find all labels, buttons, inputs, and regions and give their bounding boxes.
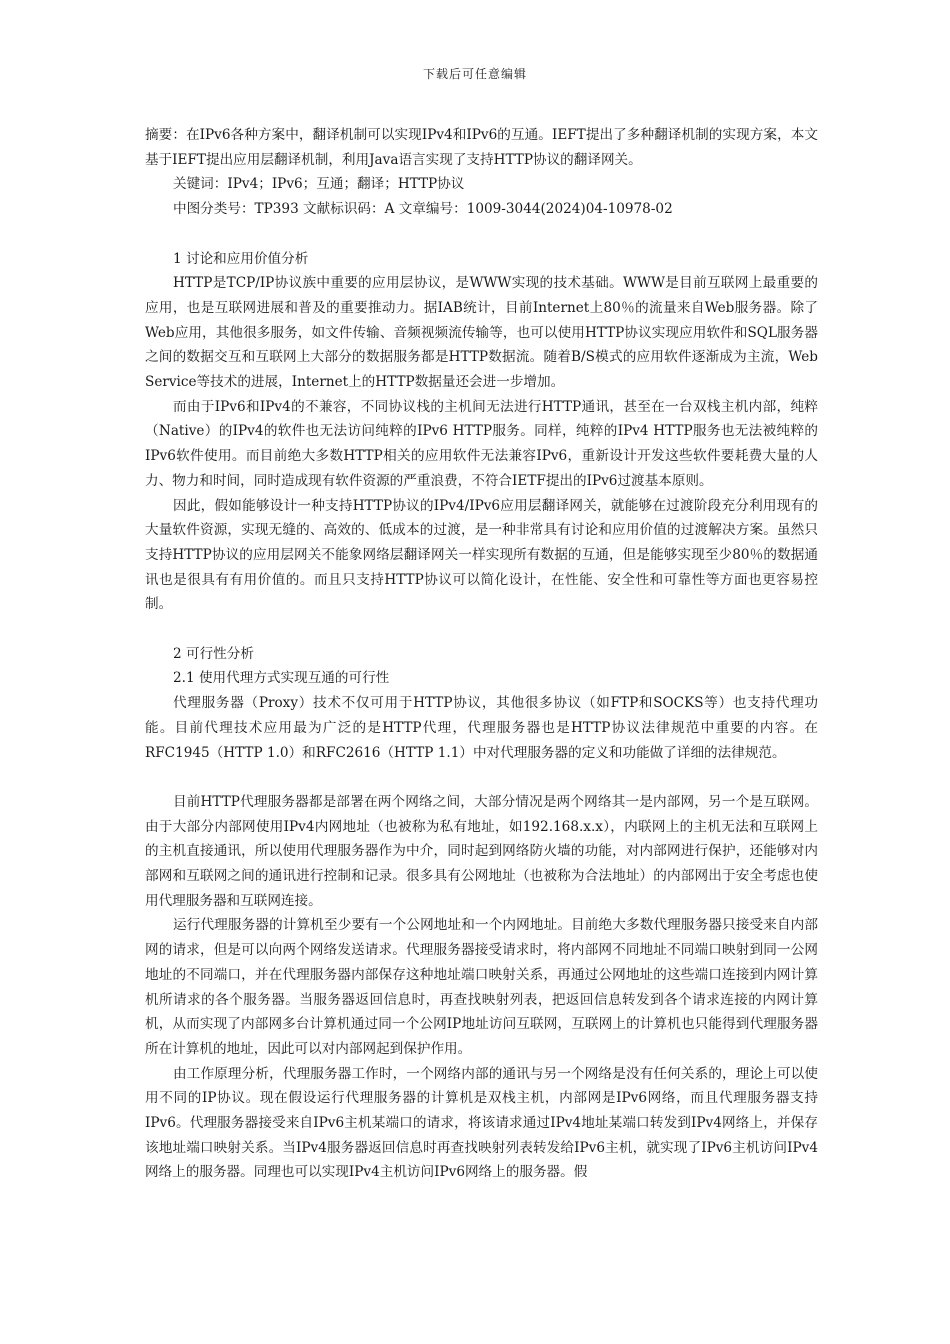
classification: 中图分类号：TP393 文献标识码：A 文章编号：1009-3044(2024)04-10978-02: [173, 201, 673, 218]
section-heading: 2 可行性分析: [173, 645, 254, 662]
spacer: [145, 617, 818, 642]
abstract: 摘要：在IPv6各种方案中，翻译机制可以实现IPv4和IPv6的互通。IEFT提出了多种翻译机制的实现方案，本文基于IEFT提出应用层翻译机制，利用Java语言实现了支持HTTP协议的翻译网关。: [145, 127, 818, 168]
paragraph: 运行代理服务器的计算机至少要有一个公网地址和一个内网地址。目前绝大多数代理服务器只接受来自内部网的请求，但是可以向两个网络发送请求。代理服务器接受请求时，将内部网不同地址不同端口映射到同一公网地址的不同端口，并在代理服务器内部保存这种地址端口映射关系，再通过公网地址的这些端口连接到内网计算机所请求的各个服务器。当服务器返回信息时，再查找映射列表，把返回信息转发到各个请求连接的内网计算机，从而实现了内部网多台计算机通过同一个公网IP地址访问互联网，互联网上的计算机也只能得到代理服务器所在计算机的地址，因此可以对内部网起到保护作用。: [145, 917, 818, 1057]
spacer: [145, 765, 818, 790]
paragraph: 由工作原理分析，代理服务器工作时，一个网络内部的通讯与另一个网络是没有任何关系的，理论上可以使用不同的IP协议。现在假设运行代理服务器的计算机是双栈主机，内部网是IPv6网络，而且代理服务器支持IPv6。代理服务器接受来自IPv6主机某端口的请求，将该请求通过IPv4地址某端口转发到IPv4网络上，并保存该地址端口映射关系。当IPv4服务器返回信息时再查找映射列表转发给IPv6主机，就实现了IPv6主机访问IPv4网络上的服务器。同理也可以实现IPv4主机访问IPv6网络上的服务器。假: [145, 1065, 818, 1181]
paragraph: HTTP是TCP/IP协议族中重要的应用层协议，是WWW实现的技术基础。WWW是目前互联网上最重要的应用，也是互联网进展和普及的重要推动力。据IAB统计，目前Internet上80％的流量来自Web服务器。除了Web应用，其他很多服务，如文件传输、音频视频流传输等，也可以使用HTTP协议实现应用软件和SQL服务器之间的数据交互和互联网上大部分的数据服务都是HTTP数据流。随着B/S模式的应用软件逐渐成为主流，Web Service等技术的进展，Internet上的HTTP数据量还会进一步增加。: [145, 275, 818, 391]
paragraph: 因此，假如能够设计一种支持HTTP协议的IPv4/IPv6应用层翻译网关，就能够在过渡阶段充分利用现有的大量软件资源，实现无缝的、高效的、低成本的过渡，是一种非常具有讨论和应用价值的过渡解决方案。虽然只支持HTTP协议的应用层网关不能象网络层翻译网关一样实现所有数据的互通，但是能够实现至少80％的数据通讯也是很具有有用价值的。而且只支持HTTP协议可以简化设计，在性能、安全性和可靠性等方面也更容易控制。: [145, 497, 818, 613]
paragraph: 目前HTTP代理服务器都是部署在两个网络之间，大部分情况是两个网络其一是内部网，另一个是互联网。由于大部分内部网使用IPv4内网地址（也被称为私有地址，如192.168.x.x），内联网上的主机无法和互联网上的主机直接通讯，所以使用代理服务器作为中介，同时起到网络防火墙的功能，对内部网进行保护，还能够对内部网和互联网之间的通讯进行控制和记录。很多具有公网地址（也被称为合法地址）的内部网出于安全考虑也使用代理服务器和互联网连接。: [145, 793, 818, 909]
section-heading: 1 讨论和应用价值分析: [173, 250, 309, 267]
document-body: [145, 123, 818, 1185]
subsection-heading: 2.1 使用代理方式实现互通的可行性: [173, 670, 390, 687]
keywords: 关键词：IPv4；IPv6；互通；翻译；HTTP协议: [173, 176, 465, 193]
paragraph: 代理服务器（Proxy）技术不仅可用于HTTP协议，其他很多协议（如FTP和SOCKS等）也支持代理功能。目前代理技术应用最为广泛的是HTTP代理，代理服务器也是HTTP协议法律规范中重要的内容。在RFC1945（HTTP 1.0）和RFC2616（HTTP 1.1）中对代理服务器的定义和功能做了详细的法律规范。: [145, 695, 818, 761]
spacer: [145, 222, 818, 247]
page-header: 下载后可任意编辑: [422, 67, 527, 81]
paragraph: 而由于IPv6和IPv4的不兼容，不同协议栈的主机间无法进行HTTP通讯，甚至在一台双栈主机内部，纯粹（Native）的IPv4的软件也无法访问纯粹的IPv6 HTTP服务。同样，纯粹的IPv4 HTTP服务也无法被纯粹的IPv6软件使用。而目前绝大多数HTTP相关的应用软件无法兼容IPv6，重新设计开发这些软件要耗费大量的人力、物力和时间，同时造成现有软件资源的严重浪费，不符合IETF提出的IPv6过渡基本原则。: [145, 398, 818, 489]
